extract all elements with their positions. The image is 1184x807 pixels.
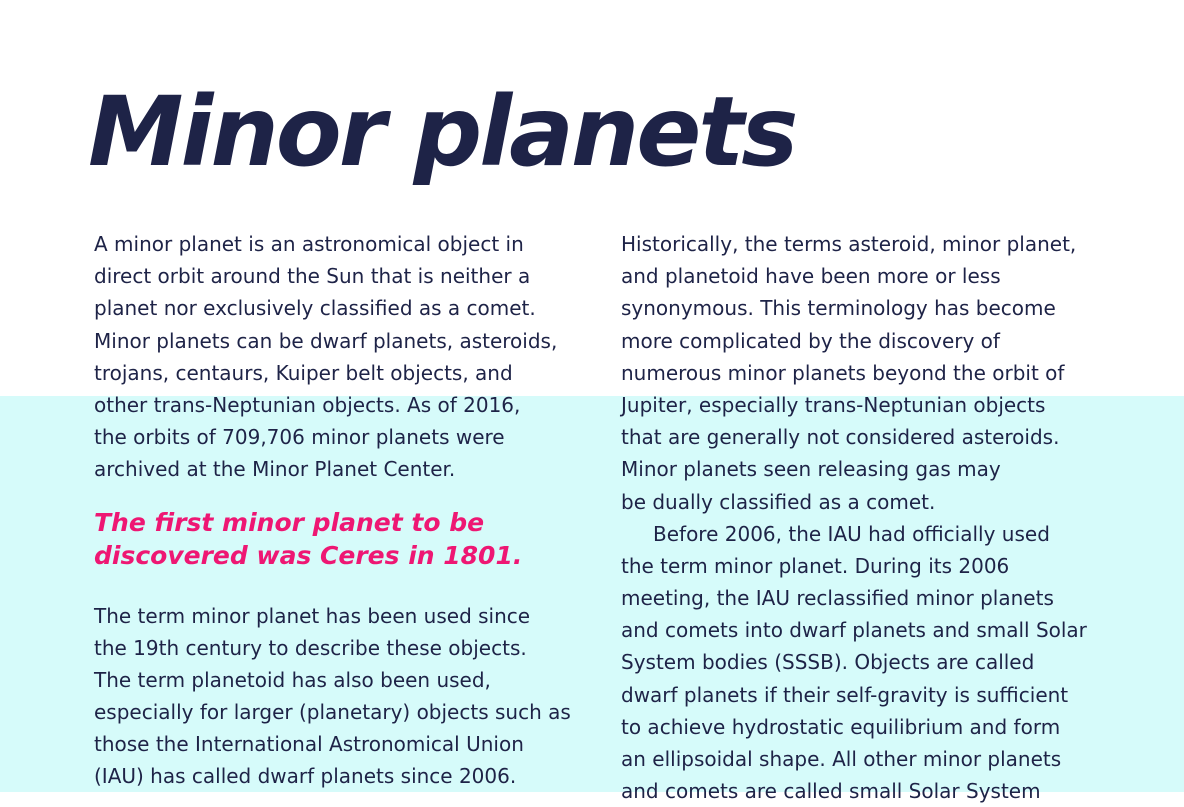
text-line: and comets into dwarf planets and small Solar (621, 618, 1087, 643)
text-line: the 19th century to describe these objects. (94, 635, 527, 660)
iau-paragraph (621, 518, 1101, 807)
text-line: Jupiter, especially trans-Neptunian objects (621, 392, 1046, 417)
text-line: those the International Astronomical Union (94, 732, 524, 757)
text-line: synonymous. This terminology has become (621, 296, 1056, 321)
terminology-paragraph (94, 600, 574, 793)
text-line: trojans, centaurs, Kuiper belt objects, and (94, 360, 513, 385)
pull-quote-line: The first minor planet to be (94, 507, 485, 537)
pull-quote (94, 506, 574, 572)
text-line: Before 2006, the IAU had officially used (653, 521, 1050, 546)
text-line: that are generally not considered asteroids. (621, 425, 1060, 450)
intro-paragraph (94, 228, 574, 486)
text-line: Historically, the terms asteroid, minor planet, (621, 232, 1077, 256)
text-line: planet nor exclusively classified as a comet. (94, 296, 536, 321)
text-line: A minor planet is an astronomical object in (94, 232, 524, 256)
spacer (94, 572, 574, 600)
right-column (621, 228, 1101, 807)
text-line: The term planetoid has also been used, (94, 667, 491, 692)
text-line: and planetoid have been more or less (621, 264, 1001, 289)
text-line: be dually classified as a comet. (621, 489, 936, 514)
text-line: numerous minor planets beyond the orbit of (621, 360, 1065, 385)
text-line: other trans-Neptunian objects. As of 2016, (94, 392, 521, 417)
text-line: an ellipsoidal shape. All other minor planets (621, 747, 1062, 771)
text-line: and comets are called small Solar System (621, 779, 1041, 804)
text-line: dwarf planets if their self-gravity is sufficient (621, 682, 1069, 707)
text-line: Minor planets can be dwarf planets, asteroids, (94, 328, 558, 353)
text-line: more complicated by the discovery of (621, 328, 1000, 353)
text-line: Minor planets seen releasing gas may (621, 457, 1001, 482)
text-line: the orbits of 709,706 minor planets were (94, 425, 505, 450)
text-line: System bodies (SSSB). Objects are called (621, 650, 1035, 675)
text-line: archived at the Minor Planet Center. (94, 457, 456, 482)
text-line: direct orbit around the Sun that is neither a (94, 264, 531, 289)
history-paragraph (621, 228, 1101, 518)
text-line: to achieve hydrostatic equilibrium and form (621, 714, 1061, 739)
text-line: meeting, the IAU reclassified minor planets (621, 586, 1054, 611)
pull-quote-line: discovered was Ceres in 1801. (94, 540, 523, 570)
text-line: especially for larger (planetary) objects such as (94, 700, 571, 725)
spacer (94, 486, 574, 506)
text-line: The term minor planet has been used since (94, 603, 531, 628)
page-title: Minor planets (88, 76, 796, 188)
text-line: (IAU) has called dwarf planets since 2006. (94, 764, 517, 789)
text-line: the term minor planet. During its 2006 (621, 553, 1010, 578)
left-column (94, 228, 574, 793)
